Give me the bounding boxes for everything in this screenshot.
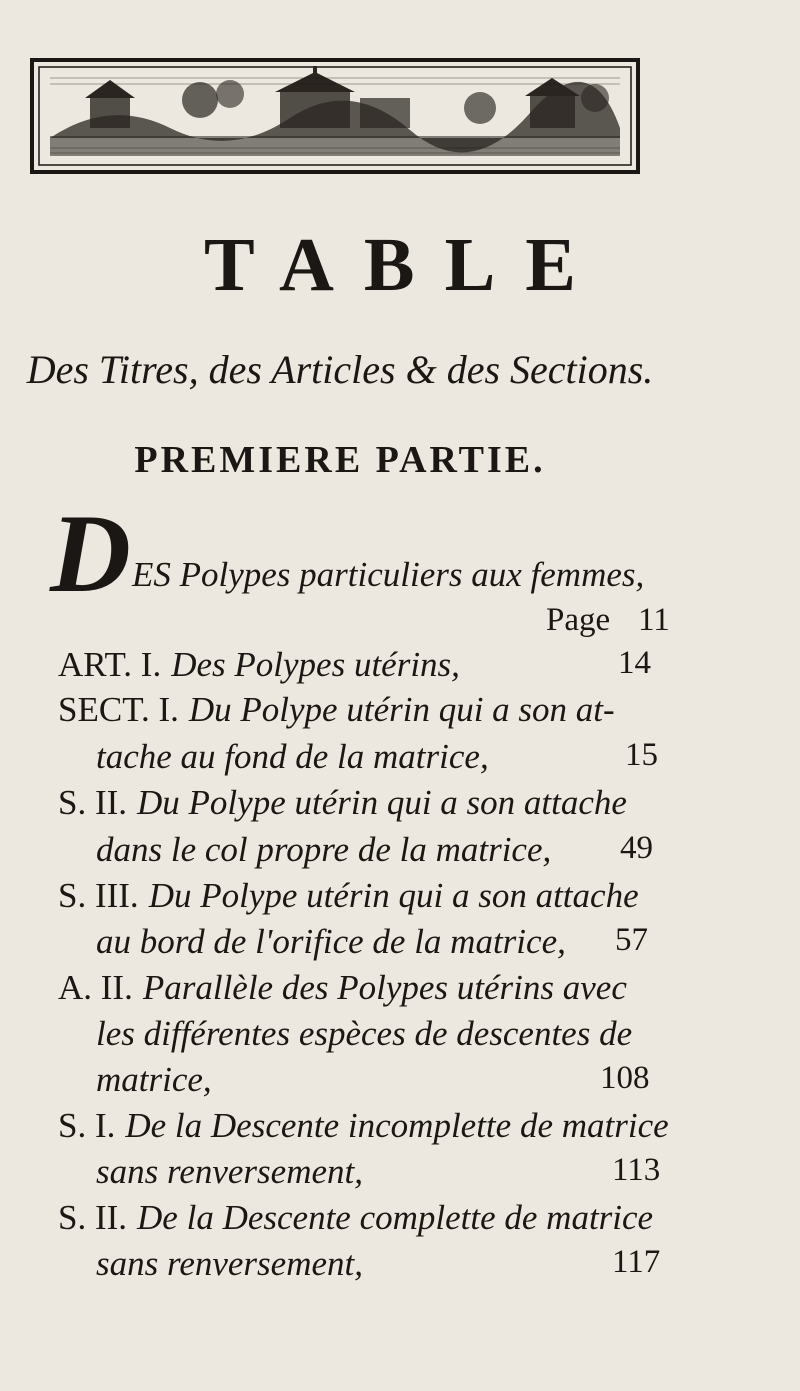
toc-entry-text: Parallèle des Polypes utérins avec [142, 968, 627, 1007]
page-number: 113 [612, 1152, 661, 1188]
toc-entry-text: De la Descente complette de matrice [137, 1198, 654, 1237]
page-prefix: Page [546, 602, 611, 638]
toc-entry [58, 783, 627, 823]
toc-entry-text: Des Polypes utérins, [171, 645, 460, 684]
toc-entry-text: au bord de l'orifice de la matrice, [96, 922, 566, 961]
toc-entry-label: S. II. [58, 1198, 128, 1237]
toc-entry-label: S. III. [58, 876, 139, 915]
toc-entry [58, 876, 639, 916]
page-number: 108 [600, 1060, 650, 1096]
toc-entry-text: dans le col propre de la matrice, [96, 830, 552, 869]
part-heading: PREMIERE PARTIE. [134, 439, 546, 481]
toc-entry-text: matrice, [96, 1060, 212, 1099]
toc-entry [58, 645, 460, 685]
toc-entry-label: S. II. [58, 783, 128, 822]
page-number: 57 [615, 922, 648, 958]
page-number: 11 [638, 602, 670, 638]
toc-entry-text: sans renversement, [96, 1244, 363, 1283]
toc-entry-label: ART. I. [58, 645, 162, 684]
page-number: 49 [620, 830, 653, 866]
toc-entry-text: Du Polype utérin qui a son attache [148, 876, 639, 915]
toc-entry-text: ES Polypes particuliers aux femmes, [132, 555, 645, 594]
page-number: 14 [618, 645, 651, 681]
toc-entry [58, 690, 615, 730]
toc-entry-label: A. II. [58, 968, 133, 1007]
toc-entry [58, 1106, 669, 1146]
toc-entry-text: Du Polype utérin qui a son attache [137, 783, 627, 822]
toc-entry-text: sans renversement, [96, 1152, 363, 1191]
toc-entry-text: tache au fond de la matrice, [96, 737, 489, 776]
page-number: 15 [625, 737, 658, 773]
page-title: TABLE [203, 223, 606, 307]
drop-cap: D [50, 492, 131, 616]
page-number: 117 [612, 1244, 661, 1280]
toc-entry-label: SECT. I. [58, 690, 179, 729]
toc-entry-text: De la Descente incomplette de matrice [125, 1106, 669, 1145]
headpiece-engraving-image [30, 58, 640, 174]
toc-entry-label: S. I. [58, 1106, 116, 1145]
toc-entry-text: les différentes espèces de descentes de [96, 1014, 633, 1053]
toc-entry-text: Du Polype utérin qui a son at- [188, 690, 615, 729]
toc-entry [58, 968, 627, 1008]
toc-entry [58, 1198, 653, 1238]
page-subtitle: Des Titres, des Articles & des Sections. [26, 347, 654, 392]
